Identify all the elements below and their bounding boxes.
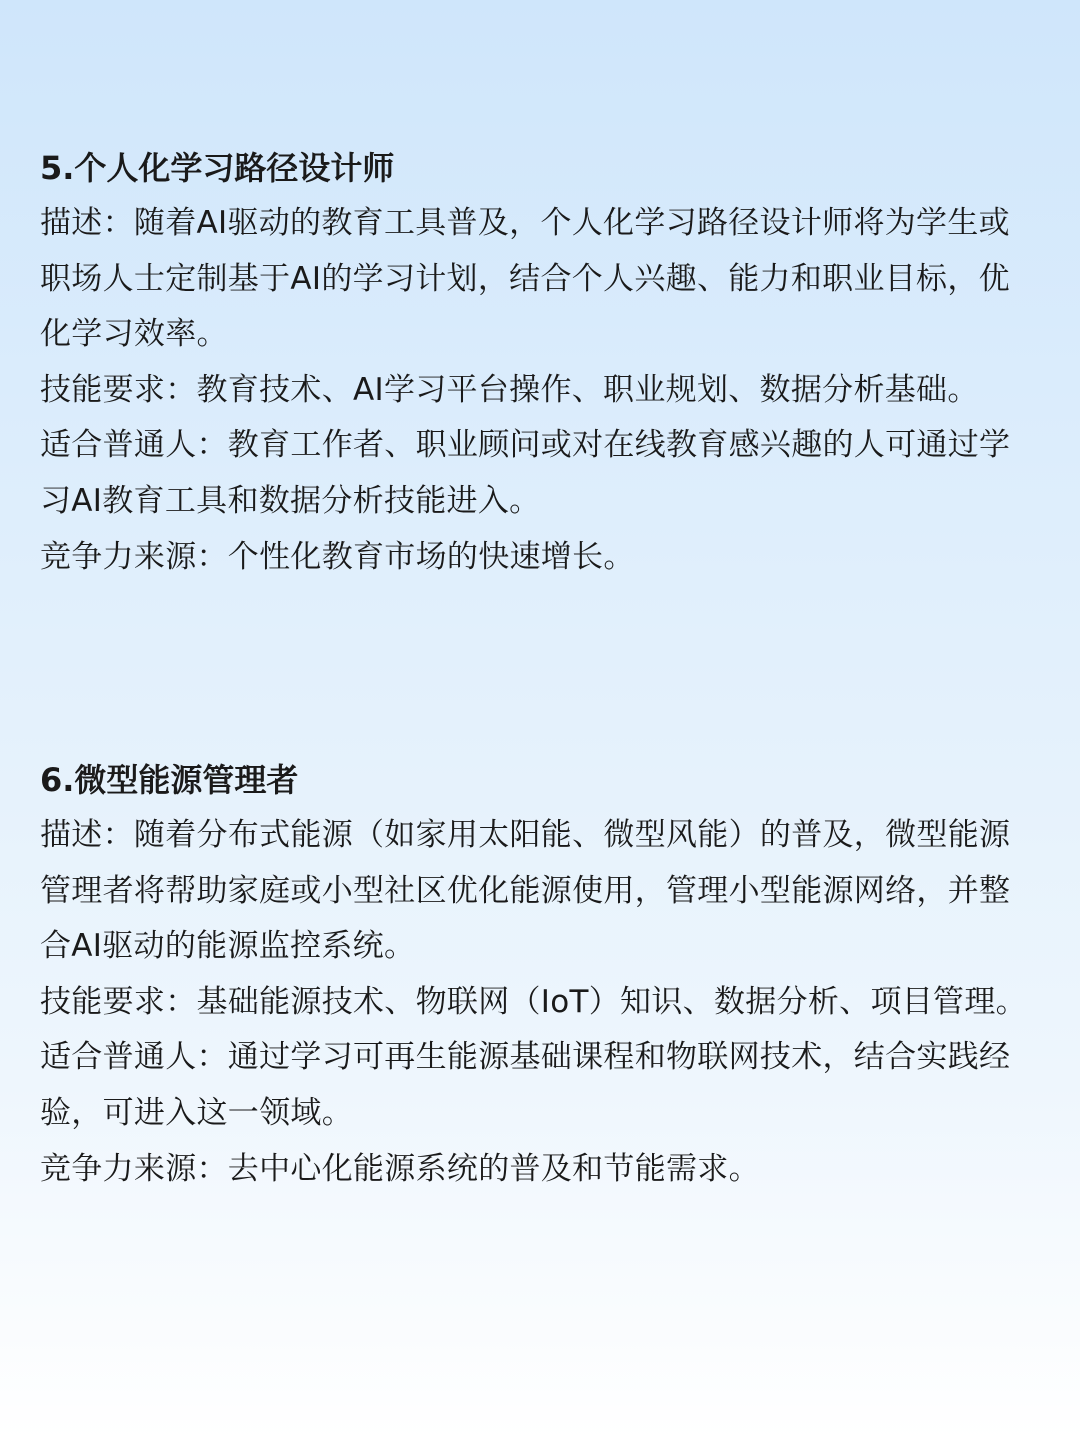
section-suitable: 适合普通人：教育工作者、职业顾问或对在线教育感兴趣的人可通过学习AI教育工具和数据分析技能进入。 [40, 427, 1011, 519]
career-section-5 [40, 140, 1040, 585]
section-title: 6.微型能源管理者 [40, 761, 299, 799]
section-suitable: 适合普通人：通过学习可再生能源基础课程和物联网技术，结合实践经验，可进入这一领域。 [40, 1039, 1011, 1131]
career-section-6 [40, 752, 1040, 1197]
section-title: 5.个人化学习路径设计师 [40, 149, 395, 187]
section-competitiveness: 竞争力来源：个性化教育市场的快速增长。 [40, 538, 635, 575]
section-description: 描述：随着分布式能源（如家用太阳能、微型风能）的普及，微型能源管理者将帮助家庭或小型社区优化能源使用，管理小型能源网络，并整合AI驱动的能源监控系统。 [40, 817, 1011, 965]
section-description: 描述：随着AI驱动的教育工具普及，个人化学习路径设计师将为学生或职场人士定制基于AI的学习计划，结合个人兴趣、能力和职业目标，优化学习效率。 [40, 205, 1010, 353]
section-skills: 技能要求：教育技术、AI学习平台操作、职业规划、数据分析基础。 [40, 371, 979, 408]
section-skills: 技能要求：基础能源技术、物联网（IoT）知识、数据分析、项目管理。 [40, 983, 1027, 1020]
section-competitiveness: 竞争力来源：去中心化能源系统的普及和节能需求。 [40, 1150, 760, 1187]
